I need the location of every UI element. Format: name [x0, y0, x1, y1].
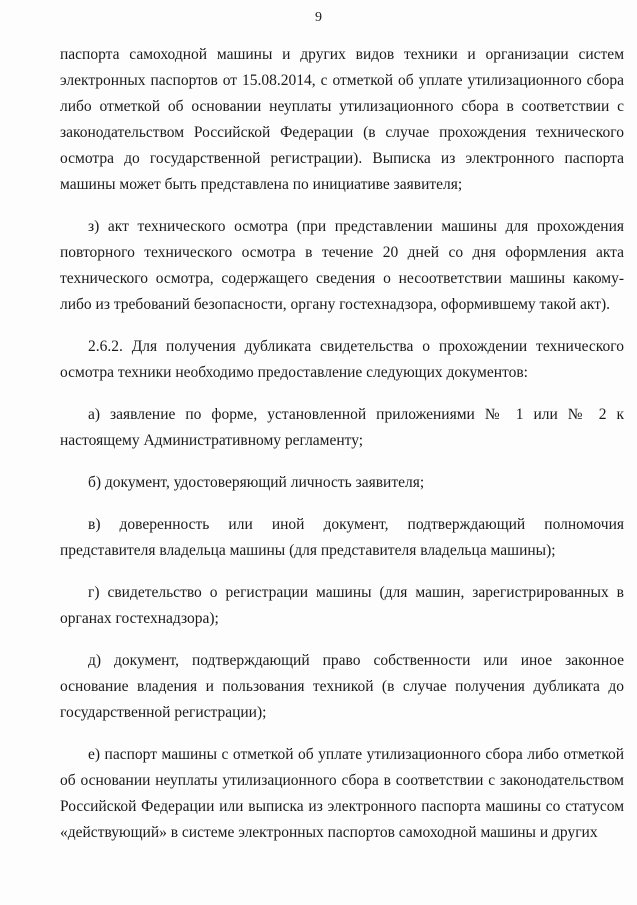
paragraph-item-z: з) акт технического осмотра (при представлении машины для прохождения повторного технического осмотра в течение 20 дней со дня оформления акта технического осмотра, содержащего сведения о несоответствии машины какому-либо из требований безопасности, органу гостехнадзора, оформившему такой акт). [60, 218, 624, 313]
paragraph-section-2-6-2: 2.6.2. Для получения дубликата свидетельства о прохождении технического осмотра техники необходимо предоставление следующих документов: [60, 338, 624, 381]
paragraph-passport-continuation: паспорта самоходной машины и других видов техники и организации систем электронных паспортов от 15.08.2014, с отметкой об уплате утилизационного сбора либо отметкой об основании неуплаты утилизационного сбора в соответствии с законодательством Российской Федерации (в случае прохождения технического осмотра до государственной регистрации). Выписка из электронного паспорта машины может быть представлена по инициативе заявителя; [60, 46, 624, 193]
paragraph-item-a: а) заявление по форме, установленной приложениями № 1 или № 2 к настоящему Административному регламенту; [60, 406, 624, 449]
paragraph-item-e: е) паспорт машины с отметкой об уплате утилизационного сбора либо отметкой об основании неуплаты утилизационного сбора в соответствии с законодательством Российской Федерации или выписка из электронного паспорта машины со статусом «действующий» в системе электронных паспортов самоходной машины и других [60, 746, 624, 841]
paragraph-item-v: в) доверенность или иной документ, подтверждающий полномочия представителя владельца машины (для представителя владельца машины); [60, 516, 624, 559]
document-body [60, 42, 624, 846]
paragraph-item-d: д) документ, подтверждающий право собственности или иное законное основание владения и пользования техникой (в случае получения дубликата до государственной регистрации); [60, 652, 624, 721]
paragraph-item-g: г) свидетельство о регистрации машины (для машин, зарегистрированных в органах гостехнадзора); [60, 584, 624, 627]
page-number: 9 [315, 10, 322, 25]
paragraph-item-b: б) документ, удостоверяющий личность заявителя; [88, 474, 425, 491]
